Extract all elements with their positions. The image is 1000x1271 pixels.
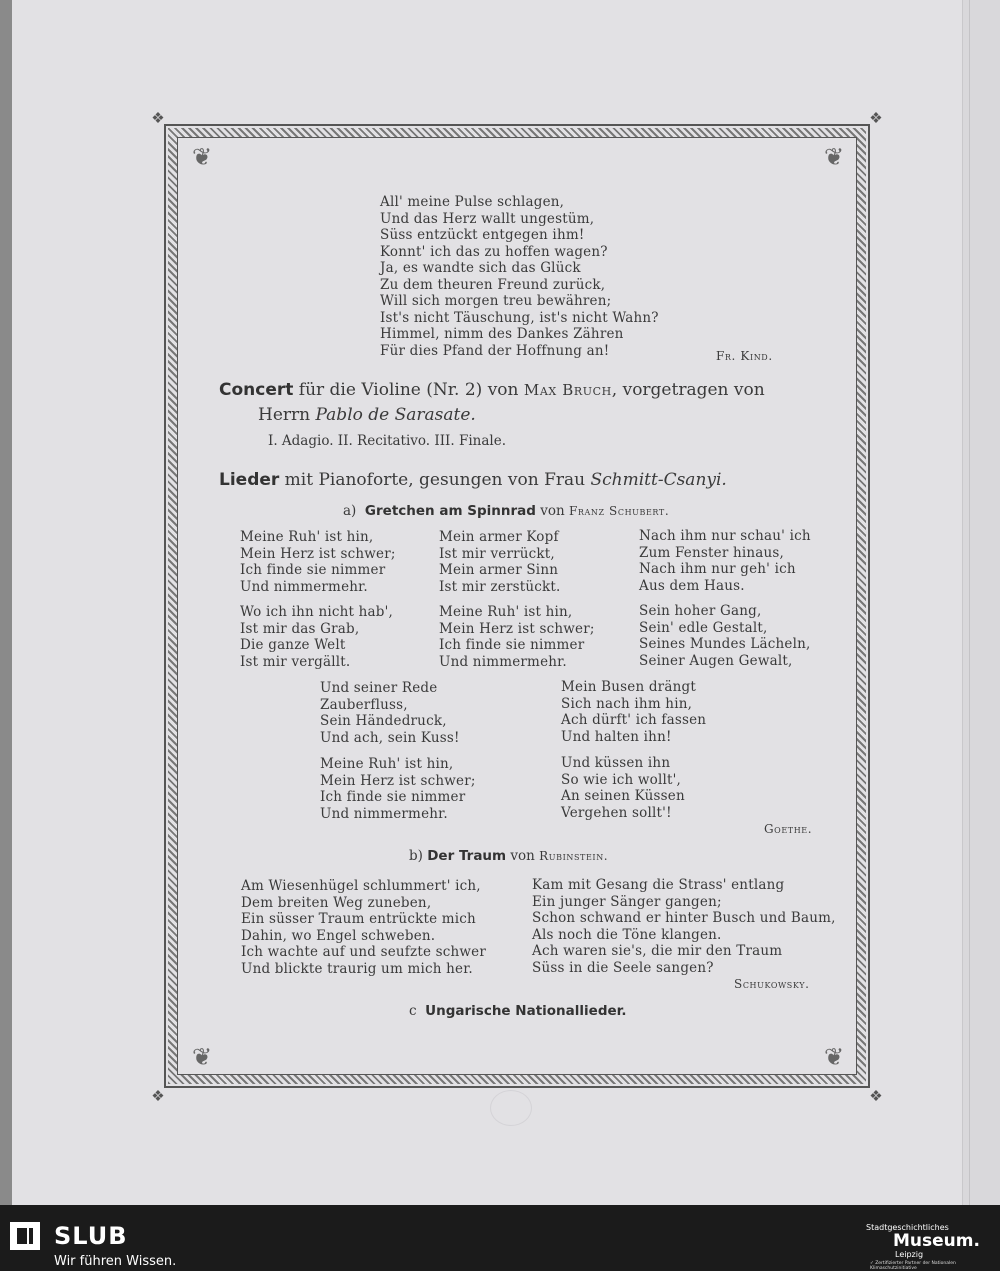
verse-line: Als noch die Töne klangen.: [532, 926, 722, 943]
verse-line: Sein hoher Gang,: [639, 603, 762, 619]
song-b-marker: b): [409, 848, 423, 864]
intro-poem: [380, 194, 659, 359]
verse-line: So wie ich wollt',: [561, 771, 682, 788]
song-a-author: Goethe.: [764, 822, 813, 836]
verse-line: Ist mir zerstückt.: [439, 578, 561, 595]
flourish-icon: ❦: [823, 1043, 845, 1071]
concert-text: für die Violine (Nr. 2) von: [293, 380, 524, 400]
verse-line: Nach ihm nur schau' ich: [639, 528, 811, 544]
stanza-block: [561, 679, 706, 745]
song-b-title: Der Traum: [427, 848, 507, 864]
stanza-block: [532, 877, 836, 976]
verse-line: Ist mir verrückt,: [439, 545, 555, 562]
song-c-heading: [409, 1003, 627, 1019]
museum-city: Leipzig: [895, 1250, 924, 1259]
lieder-text: mit Pianoforte, gesungen von Frau: [279, 470, 591, 490]
lieder-singer: Schmitt-Csanyi.: [590, 470, 727, 490]
verse-line: Zum Fenster hinaus,: [639, 544, 785, 561]
verse-line: Kam mit Gesang die Strass' entlang: [532, 877, 785, 893]
concert-text-end: , vorgetragen von: [611, 380, 765, 400]
verse-line: Zu dem theuren Freund zurück,: [380, 276, 606, 293]
museum-label-top: Stadtgeschichtliches: [866, 1223, 949, 1232]
verse-line: Und halten ihn!: [561, 728, 672, 745]
verse-line: Ach dürft' ich fassen: [561, 712, 707, 728]
verse-line: Meine Ruh' ist hin,: [439, 604, 573, 620]
verse-line: Ist mir das Grab,: [240, 620, 360, 637]
stanza-block: [320, 680, 460, 746]
stanza-block: [639, 528, 811, 594]
verse-line: Sich nach ihm hin,: [561, 695, 693, 712]
verse-line: Und das Herz wallt ungestüm,: [380, 210, 595, 227]
song-b-heading: [409, 848, 608, 864]
stanza-block: [561, 755, 685, 821]
verse-line: Und nimmermehr.: [240, 578, 368, 595]
lieder-heading: [219, 470, 727, 490]
museum-name: Museum.: [893, 1231, 980, 1251]
verse-line: Dem breiten Weg zuneben,: [241, 894, 432, 911]
corner-ornament-icon: ❖: [151, 1087, 165, 1105]
song-a-by: von: [535, 503, 569, 519]
song-a-title: Gretchen am Spinnrad: [364, 503, 536, 519]
verse-line: Nach ihm nur geh' ich: [639, 561, 796, 577]
verse-line: Meine Ruh' ist hin,: [240, 529, 374, 545]
corner-ornament-icon: ❖: [869, 109, 883, 127]
song-a-marker: a): [343, 503, 357, 519]
verse-line: Meine Ruh' ist hin,: [320, 756, 454, 772]
song-a-composer: Franz Schubert.: [568, 504, 670, 518]
verse-line: Zauberfluss,: [320, 696, 408, 713]
verse-line: Ach waren sie's, die mir den Traum: [532, 943, 783, 959]
verse-line: Wo ich ihn nicht hab',: [240, 604, 394, 620]
verse-line: Die ganze Welt: [240, 637, 346, 653]
performer-prefix: Herrn: [258, 405, 316, 425]
song-b-by: von: [506, 848, 540, 864]
verse-line: Vergehen sollt'!: [561, 804, 672, 821]
verse-line: Für dies Pfand der Hoffnung an!: [380, 342, 610, 359]
verse-line: An seinen Küssen: [561, 788, 685, 804]
stanza-block: [320, 756, 476, 822]
verse-line: Seines Mundes Lächeln,: [639, 636, 811, 652]
flourish-icon: ❦: [191, 1043, 213, 1071]
verse-line: Konnt' ich das zu hoffen wagen?: [380, 243, 608, 260]
song-b-author: Schukowsky.: [734, 977, 810, 991]
verse-line: Himmel, nimm des Dankes Zähren: [380, 326, 624, 342]
flourish-icon: ❦: [191, 143, 213, 171]
poem-author: Fr. Kind.: [716, 349, 773, 363]
verse-line: Und küssen ihn: [561, 755, 671, 771]
library-name: SLUB: [54, 1222, 128, 1250]
verse-line: Seiner Augen Gewalt,: [639, 652, 793, 669]
verse-line: Mein Herz ist schwer;: [320, 772, 476, 789]
corner-ornament-icon: ❖: [869, 1087, 883, 1105]
song-a-heading: [343, 503, 669, 519]
verse-line: Aus dem Haus.: [639, 577, 745, 594]
verse-line: Mein Busen drängt: [561, 679, 696, 695]
verse-line: Und seiner Rede: [320, 680, 438, 696]
concert-performer-line: [258, 405, 476, 425]
concert-heading: [219, 380, 765, 400]
verse-line: Und blickte traurig um mich her.: [241, 960, 473, 977]
concert-movements: I. Adagio. II. Recitativo. III. Finale.: [268, 433, 506, 449]
verse-line: Ich finde sie nimmer: [439, 637, 585, 653]
verse-line: Süss entzückt entgegen ihm!: [380, 227, 585, 243]
verse-line: Will sich morgen treu bewähren;: [380, 293, 612, 309]
concert-title: Concert: [219, 380, 294, 400]
song-b-composer: Rubinstein.: [539, 849, 609, 863]
stanza-block: [240, 604, 393, 670]
verse-line: All' meine Pulse schlagen,: [380, 194, 565, 210]
concert-composer: Max Bruch: [523, 381, 612, 399]
verse-line: Ist's nicht Täuschung, ist's nicht Wahn?: [380, 309, 659, 326]
verse-line: Und nimmermehr.: [439, 653, 567, 670]
verse-line: Und ach, sein Kuss!: [320, 729, 460, 746]
verse-line: Mein Herz ist schwer;: [240, 545, 396, 562]
lieder-title: Lieder: [219, 470, 280, 490]
song-c-title: Ungarische Nationallieder.: [425, 1003, 627, 1019]
verse-line: Ich finde sie nimmer: [240, 562, 386, 578]
performer-name: Pablo de Sarasate.: [315, 405, 476, 425]
verse-line: Schon schwand er hinter Busch und Baum,: [532, 910, 836, 926]
verse-line: Und nimmermehr.: [320, 805, 448, 822]
verse-line: Ein junger Sänger gangen;: [532, 893, 722, 910]
verse-line: Sein Händedruck,: [320, 713, 447, 729]
verse-line: Ist mir vergällt.: [240, 653, 351, 670]
stanza-block: [241, 878, 486, 977]
slub-logo-icon: [10, 1222, 40, 1250]
stanza-block: [639, 603, 810, 669]
verse-line: Süss in die Seele sangen?: [532, 959, 714, 976]
verse-line: Dahin, wo Engel schweben.: [241, 927, 436, 944]
verse-line: Mein armer Sinn: [439, 562, 559, 578]
verse-line: Ja, es wandte sich das Glück: [380, 260, 581, 276]
stanza-block: [439, 604, 595, 670]
corner-ornament-icon: ❖: [151, 109, 165, 127]
verse-line: Am Wiesenhügel schlummert' ich,: [241, 878, 481, 894]
song-c-marker: c: [409, 1003, 417, 1019]
verse-line: Ein süsser Traum entrückte mich: [241, 911, 476, 927]
stanza-block: [439, 529, 561, 595]
flourish-icon: ❦: [823, 143, 845, 171]
library-slogan: Wir führen Wissen.: [54, 1254, 177, 1269]
verse-line: Mein armer Kopf: [439, 529, 559, 545]
verse-line: Mein Herz ist schwer;: [439, 620, 595, 637]
verse-line: Ich finde sie nimmer: [320, 789, 466, 805]
verse-line: Sein' edle Gestalt,: [639, 619, 768, 636]
stanza-block: [240, 529, 396, 595]
verse-line: Ich wachte auf und seufzte schwer: [241, 944, 487, 960]
museum-certificate: ✓ Zertifizierter Partner der Nationalen Klimaschutzinitiative: [870, 1261, 956, 1271]
